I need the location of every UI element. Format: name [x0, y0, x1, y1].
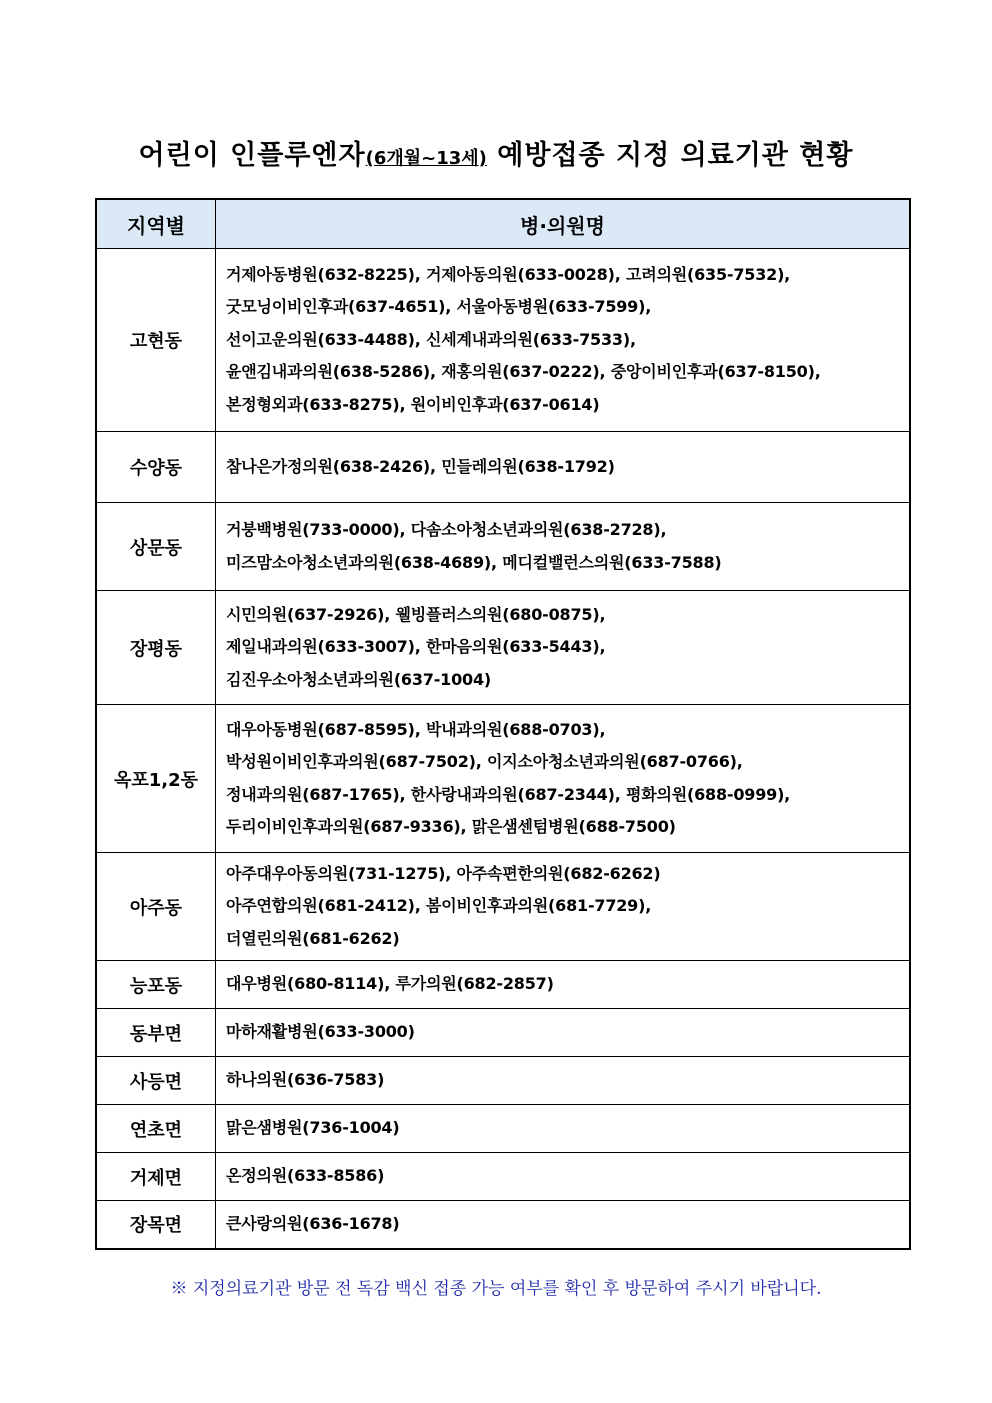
clinics-cell	[216, 1153, 911, 1201]
clinic-line: 시민의원(637-2926), 웰빙플러스의원(680-0875),	[226, 604, 606, 624]
clinic-line: 하나의원(636-7583)	[226, 1070, 385, 1090]
title-main-left: 어린이 인플루엔자	[138, 140, 366, 171]
clinic-line: 대우아동병원(687-8595), 박내과의원(688-0703),	[226, 719, 606, 739]
table-header-row	[96, 199, 910, 249]
header-clinics: 병·의원명	[216, 199, 911, 249]
clinic-line: 맑은샘병원(736-1004)	[226, 1118, 400, 1138]
header-region: 지역별	[96, 199, 216, 249]
clinic-line: 큰사랑의원(636-1678)	[226, 1214, 400, 1233]
region-cell: 사등면	[96, 1057, 216, 1105]
clinic-line: 본정형외과(633-8275), 원이비인후과(637-0614)	[226, 394, 600, 414]
table-row	[96, 1105, 910, 1153]
clinics-cell	[216, 961, 911, 1009]
clinic-line: 박성원이비인후과의원(687-7502), 이지소아청소년과의원(687-0766),	[226, 752, 743, 771]
table-row	[96, 961, 910, 1009]
clinic-line: 더열린의원(681-6262)	[226, 928, 400, 948]
region-cell: 아주동	[96, 853, 216, 961]
clinic-line: 온정의원(633-8586)	[226, 1166, 385, 1186]
clinic-line: 마하재활병원(633-3000)	[226, 1022, 415, 1042]
clinics-cell	[216, 1057, 911, 1105]
clinic-line: 제일내과의원(633-3007), 한마음의원(633-5443),	[226, 637, 606, 657]
region-cell: 장평동	[96, 591, 216, 705]
region-cell: 수양동	[96, 432, 216, 503]
clinic-line: 거붕백병원(733-0000), 다솜소아청소년과의원(638-2728),	[226, 520, 667, 539]
region-cell: 능포동	[96, 961, 216, 1009]
table-row	[96, 432, 910, 503]
table-row	[96, 1057, 910, 1105]
table-row	[96, 1201, 910, 1249]
clinic-line: 아주대우아동의원(731-1275), 아주속편한의원(682-6262)	[226, 863, 661, 883]
table-row	[96, 853, 910, 961]
clinics-cell	[216, 432, 911, 503]
clinic-line: 대우병원(680-8114), 루가의원(682-2857)	[226, 974, 554, 994]
table-row	[96, 1153, 910, 1201]
clinics-cell	[216, 249, 911, 432]
title-age-range: (6개월~13세)	[365, 148, 487, 169]
page-title	[0, 133, 992, 172]
clinics-cell	[216, 853, 911, 961]
region-cell: 고현동	[96, 249, 216, 432]
clinic-line: 거제아동병원(632-8225), 거제아동의원(633-0028), 고려의원(635-7532),	[226, 264, 791, 284]
clinics-cell	[216, 705, 911, 853]
clinic-line: 선이고운의원(633-4488), 신세계내과의원(633-7533),	[226, 329, 636, 349]
clinic-line: 굿모닝이비인후과(637-4651), 서울아동병원(633-7599),	[226, 297, 652, 317]
clinic-line: 참나은가정의원(638-2426), 민들레의원(638-1792)	[226, 456, 615, 476]
clinic-line: 김진우소아청소년과의원(637-1004)	[226, 669, 492, 689]
clinics-cell	[216, 591, 911, 705]
region-cell: 동부면	[96, 1009, 216, 1057]
clinics-cell	[216, 503, 911, 591]
region-cell: 연초면	[96, 1105, 216, 1153]
table-row	[96, 503, 910, 591]
clinic-line: 윤앤김내과의원(638-5286), 재홍의원(637-0222), 중앙이비인후과(637-8150),	[226, 362, 821, 382]
title-main-right: 예방접종 지정 의료기관 현황	[486, 140, 854, 171]
region-cell: 거제면	[96, 1153, 216, 1201]
clinic-line: 아주연합의원(681-2412), 봄이비인후과의원(681-7729),	[226, 896, 652, 916]
region-cell: 옥포1,2동	[96, 705, 216, 853]
clinic-line: 정내과의원(687-1765), 한사랑내과의원(687-2344), 평화의원(688-0999),	[226, 784, 791, 804]
clinics-cell	[216, 1201, 911, 1249]
table-row	[96, 705, 910, 853]
clinic-table	[95, 198, 911, 1250]
footer-note: ※ 지정의료기관 방문 전 독감 백신 접종 가능 여부를 확인 후 방문하여 주시기 바랍니다.	[170, 1279, 822, 1299]
clinic-line: 미즈맘소아청소년과의원(638-4689), 메디컬밸런스의원(633-7588)	[226, 552, 722, 572]
region-cell: 상문동	[96, 503, 216, 591]
table-row	[96, 249, 910, 432]
table-body	[96, 249, 910, 1249]
clinics-cell	[216, 1009, 911, 1057]
clinics-cell	[216, 1105, 911, 1153]
table-row	[96, 1009, 910, 1057]
clinic-line: 두리이비인후과의원(687-9336), 맑은샘센텀병원(688-7500)	[226, 817, 676, 836]
table-row	[96, 591, 910, 705]
region-cell: 장목면	[96, 1201, 216, 1249]
